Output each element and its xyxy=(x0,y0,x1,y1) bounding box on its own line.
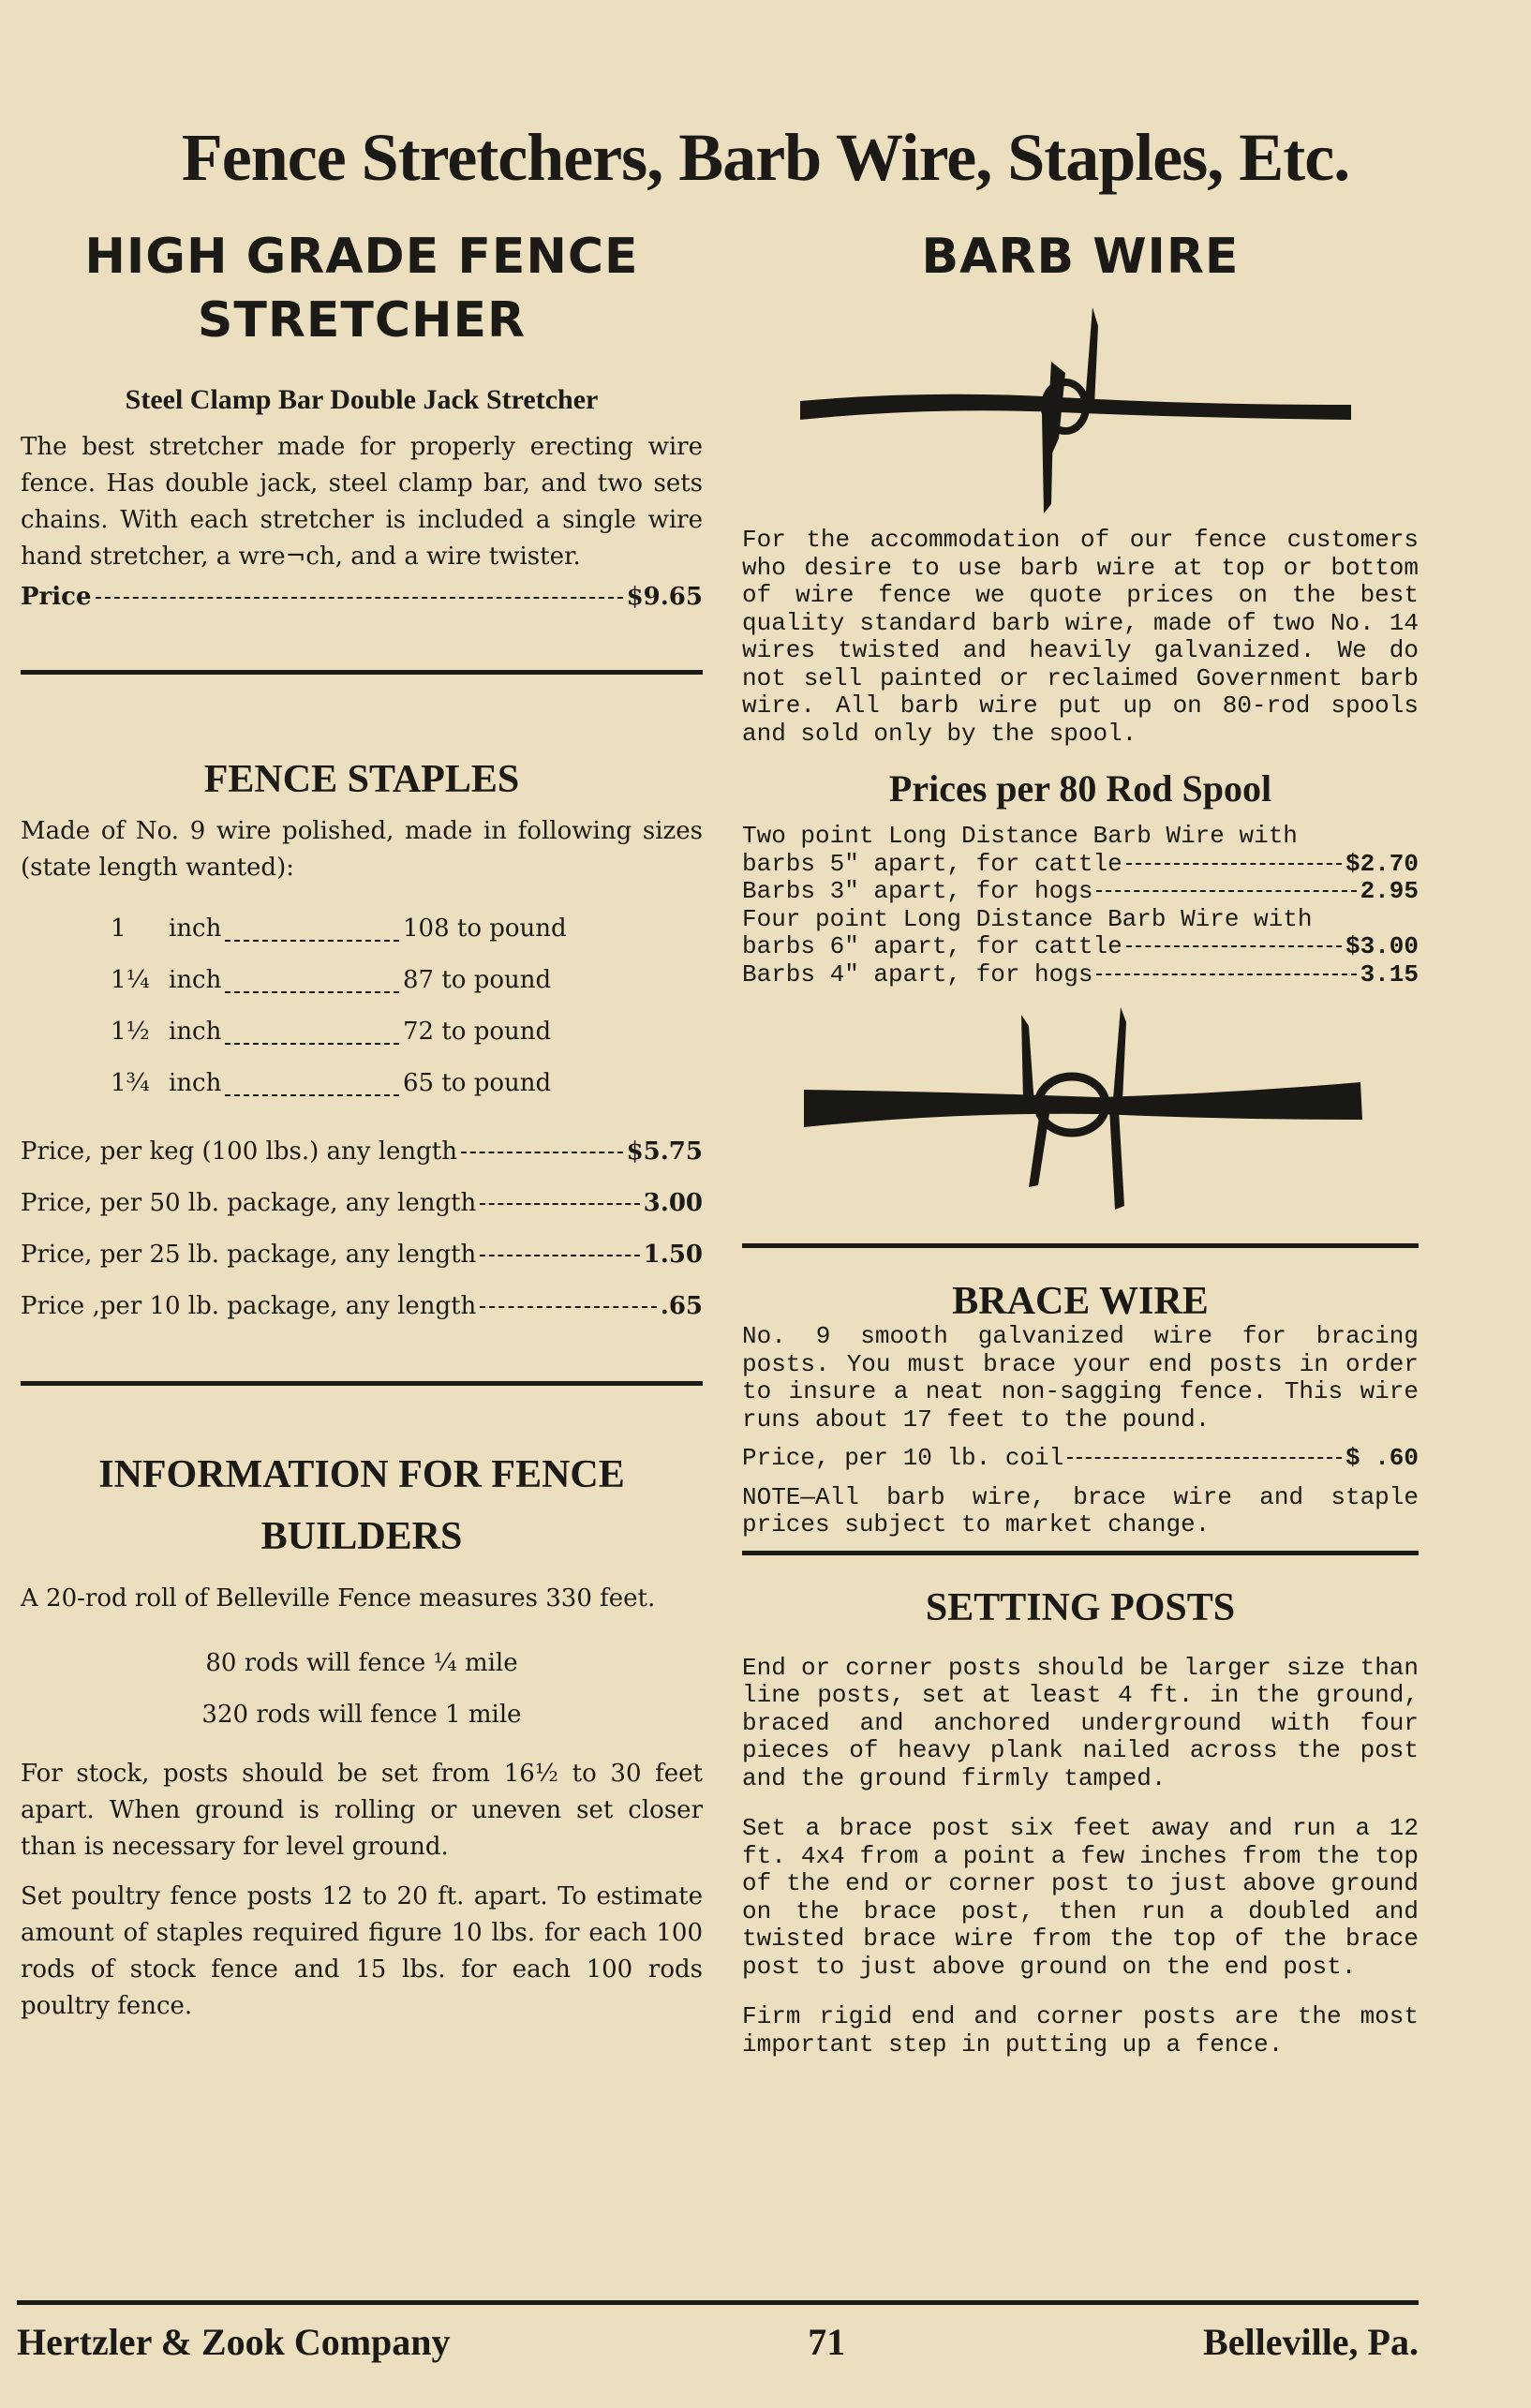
footer-location: Belleville, Pa. xyxy=(1203,2321,1419,2363)
footer-company: Hertzler & Zook Company xyxy=(17,2321,451,2363)
barb-price-value: 2.95 xyxy=(1360,877,1419,905)
info-section xyxy=(21,1444,703,2025)
leader-dots xyxy=(225,1045,399,1096)
setting-posts-para2: Set a brace post six feet away and run a 12 ft. 4x4 from a point a few inches from the top of the end or corner post to just above ground on the brace post, then run a doubled and twisted brace wire from the top of the brace post to just above ground on the end post. xyxy=(742,1814,1419,1981)
stretcher-price-row xyxy=(21,579,703,616)
staples-description: Made of No. 9 wire polished, made in following sizes (state length wanted): xyxy=(21,817,703,882)
four-point-heading: Four point Long Distance Barb Wire with xyxy=(742,904,1313,933)
staple-price-value: $5.75 xyxy=(626,1137,703,1166)
brace-price-value: $ .60 xyxy=(1345,1444,1419,1472)
staple-unit-cell xyxy=(169,1058,403,1109)
footer-page-number: 71 xyxy=(808,2321,846,2363)
two-point-heading: Two point Long Distance Barb Wire with xyxy=(742,822,1298,850)
barb-price-row xyxy=(742,933,1419,961)
staple-count: 108 to pound xyxy=(403,914,567,943)
setting-posts-para1: End or corner posts should be larger size than line posts, set at least 4 ft. in the ground, braced and anchored underground with four pieces of heavy plank nailed across the post and the ground firmly tamped. xyxy=(742,1653,1419,1792)
info-poultry-posts: Set poultry fence posts 12 to 20 ft. apart. To estimate amount of staples required figure 10 lbs. for each 100 rods of stock fence and 15 lbs. for each 100 rods poultry fence. xyxy=(21,1882,703,2020)
brace-wire-section xyxy=(742,1280,1419,1555)
leader-dots xyxy=(96,597,623,599)
barb-price-table xyxy=(742,823,1419,988)
info-fence-quarter-mile: 80 rods will fence ¼ mile xyxy=(205,1649,518,1677)
brace-wire-description: No. 9 smooth galvanized wire for bracing posts. You must brace your end posts in order to insure a neat non-sagging fence. This wire runs about 17 feet to the pound. xyxy=(742,1322,1419,1434)
staple-sizes-list xyxy=(21,903,703,1109)
leader-dots xyxy=(480,1255,639,1256)
barb-wire-heading: BARB WIRE xyxy=(921,229,1240,285)
two-point-barb-wire-illustration xyxy=(742,289,1419,542)
staple-price-label: Price ,per 10 lb. package, any length xyxy=(21,1292,477,1320)
staple-price-label: Price, per keg (100 lbs.) any length xyxy=(21,1137,457,1166)
barb-price-row xyxy=(742,961,1419,989)
staple-unit: inch xyxy=(169,966,222,994)
barb-price-row xyxy=(742,851,1419,879)
stretcher-section xyxy=(21,225,703,616)
leader-dots xyxy=(225,942,399,993)
barb-price-value: $3.00 xyxy=(1345,932,1419,960)
info-roll-length: A 20-rod roll of Belleville Fence measures 330 feet. xyxy=(21,1584,656,1613)
barb-price-value: $2.70 xyxy=(1345,849,1419,878)
stretcher-heading-line2: STRETCHER xyxy=(197,292,527,349)
staple-price-label: Price, per 25 lb. package, any length xyxy=(21,1241,477,1269)
staple-size: 1 xyxy=(111,914,126,943)
staple-size-row xyxy=(21,1058,703,1109)
staple-price-row xyxy=(21,1229,703,1281)
staple-price-row xyxy=(21,1178,703,1229)
brace-wire-heading: BRACE WIRE xyxy=(952,1280,1209,1323)
leader-dots xyxy=(1096,890,1356,892)
stretcher-heading-line1: HIGH GRADE FENCE xyxy=(84,229,639,285)
staple-price-label: Price, per 50 lb. package, any length xyxy=(21,1189,477,1217)
brace-price-label: Price, per 10 lb. coil xyxy=(742,1444,1064,1472)
staple-count: 72 to pound xyxy=(403,1018,552,1046)
leader-dots xyxy=(480,1306,656,1308)
barb-wire-description: For the accommodation of our fence customers who desire to use barb wire at top or bottom of wire fence we quote prices on the best quality standard barb wire, made of two No. 14 wires twisted and heavily galvanized. We do not sell painted or reclaimed Government barb wire. All barb wire put up on 80-rod spools and sold only by the spool. xyxy=(742,526,1419,748)
stretcher-description: The best stretcher made for properly erecting wire fence. Has double jack, steel clamp bar, and two sets chains. With each stretcher is included a single wire hand stretcher, a wre¬ch, and a wire twister. xyxy=(21,433,703,571)
staple-size: 1½ xyxy=(111,1018,150,1046)
setting-posts-para3: Firm rigid end and corner posts are the most important step in putting up a fence. xyxy=(742,2002,1419,2059)
section-divider xyxy=(21,1381,703,1386)
leader-dots xyxy=(225,993,399,1045)
leader-dots xyxy=(225,890,399,942)
staple-size: 1¾ xyxy=(111,1069,150,1097)
setting-posts-section xyxy=(742,1583,1419,2059)
info-heading-line2: BUILDERS xyxy=(260,1515,463,1558)
section-divider xyxy=(742,1243,1419,1248)
stretcher-price-value: $9.65 xyxy=(626,583,703,611)
footer-divider xyxy=(17,2300,1419,2305)
barb-price-label: barbs 6″ apart, for cattle xyxy=(742,932,1122,960)
brace-price-row xyxy=(742,1445,1419,1473)
leader-dots xyxy=(1126,945,1342,947)
barb-price-label: barbs 5″ apart, for cattle xyxy=(742,849,1122,878)
staple-unit: inch xyxy=(169,1069,222,1097)
market-change-note: NOTE—All barb wire, brace wire and staple prices subject to market change. xyxy=(742,1482,1419,1538)
staple-price-value: 3.00 xyxy=(643,1189,703,1217)
four-point-barb-wire-illustration xyxy=(742,988,1419,1241)
info-heading-line1: INFORMATION FOR FENCE xyxy=(98,1453,625,1496)
info-stock-posts: For stock, posts should be set from 16½ to 30 feet apart. When ground is rolling or uneven set closer than is necessary for level ground. xyxy=(21,1760,703,1861)
right-column xyxy=(742,225,1419,2059)
staples-heading: FENCE STAPLES xyxy=(203,758,520,801)
staple-size: 1¼ xyxy=(111,966,150,994)
stretcher-subheading: Steel Clamp Bar Double Jack Stretcher xyxy=(125,384,599,415)
leader-dots xyxy=(1126,863,1342,865)
barb-price-row xyxy=(742,878,1419,906)
barb-price-label: Barbs 3″ apart, for hogs xyxy=(742,877,1093,905)
section-divider xyxy=(742,1551,1419,1555)
leader-dots xyxy=(1096,974,1356,975)
barb-price-label: Barbs 4″ apart, for hogs xyxy=(742,959,1093,988)
staple-unit: inch xyxy=(169,914,222,943)
setting-posts-heading: SETTING POSTS xyxy=(925,1585,1236,1629)
leader-dots xyxy=(1067,1457,1342,1459)
spool-prices-heading: Prices per 80 Rod Spool xyxy=(888,767,1272,810)
leader-dots xyxy=(461,1152,623,1153)
stretcher-price-label: Price xyxy=(21,583,92,611)
barb-price-value: 3.15 xyxy=(1360,959,1419,988)
staple-price-value: .65 xyxy=(660,1292,703,1320)
staple-count: 65 to pound xyxy=(403,1069,552,1097)
staple-unit: inch xyxy=(169,1018,222,1046)
leader-dots xyxy=(480,1203,639,1205)
staple-price-value: 1.50 xyxy=(643,1241,703,1269)
staple-count: 87 to pound xyxy=(403,966,552,994)
barb-wire-section xyxy=(742,225,1419,1248)
staple-price-row xyxy=(21,1281,703,1332)
page-title: Fence Stretchers, Barb Wire, Staples, Etc. xyxy=(181,120,1350,195)
staple-prices xyxy=(21,1126,703,1332)
info-fence-one-mile: 320 rods will fence 1 mile xyxy=(201,1701,522,1729)
section-divider xyxy=(21,670,703,675)
staples-section xyxy=(21,753,703,1332)
page-footer xyxy=(17,2320,1419,2364)
left-column xyxy=(21,225,703,2025)
staple-price-row xyxy=(21,1126,703,1178)
